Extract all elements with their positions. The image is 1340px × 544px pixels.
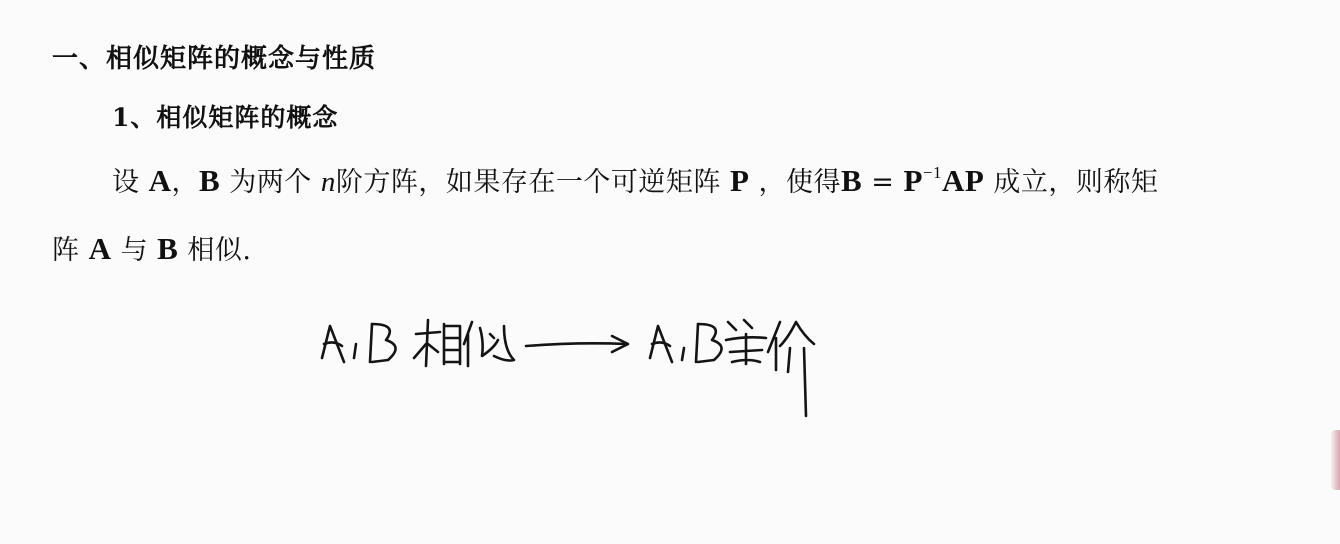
definition-line-2 bbox=[52, 228, 252, 267]
text-square-matrix: 阶方阵，如果存在一个可逆矩阵 bbox=[335, 167, 721, 198]
matrix-B-2: B bbox=[157, 231, 179, 266]
text-yu: 与 bbox=[111, 235, 158, 266]
section-title: 一、相似矩阵的概念与性质 bbox=[52, 44, 377, 74]
equation-B: B bbox=[840, 163, 863, 198]
equation-AP: AP bbox=[942, 163, 985, 198]
edge-pointer-decoration bbox=[1330, 430, 1340, 490]
matrix-P: P bbox=[729, 163, 750, 198]
matrix-A-2: A bbox=[88, 231, 112, 266]
text-end-line1: 成立，则称矩 bbox=[984, 167, 1159, 198]
text-shide: ，使得 bbox=[758, 167, 841, 198]
text-she: 设 bbox=[112, 167, 140, 198]
inverse-exponent: −1 bbox=[922, 163, 942, 182]
matrix-A: A bbox=[148, 163, 172, 198]
text-zhen: 阵 bbox=[52, 235, 80, 266]
equals-sign: = bbox=[862, 167, 904, 198]
subsection-title: 1、相似矩阵的概念 bbox=[112, 103, 339, 132]
handwritten-note-text bbox=[300, 300, 840, 410]
comma: ， bbox=[171, 167, 199, 198]
order-n: n bbox=[320, 166, 336, 198]
text-similar: 相似. bbox=[178, 235, 252, 266]
equation-P: P bbox=[903, 163, 923, 198]
text-wei: 为两个 bbox=[220, 167, 312, 198]
definition-line-1 bbox=[112, 160, 1158, 199]
matrix-B: B bbox=[198, 163, 221, 198]
